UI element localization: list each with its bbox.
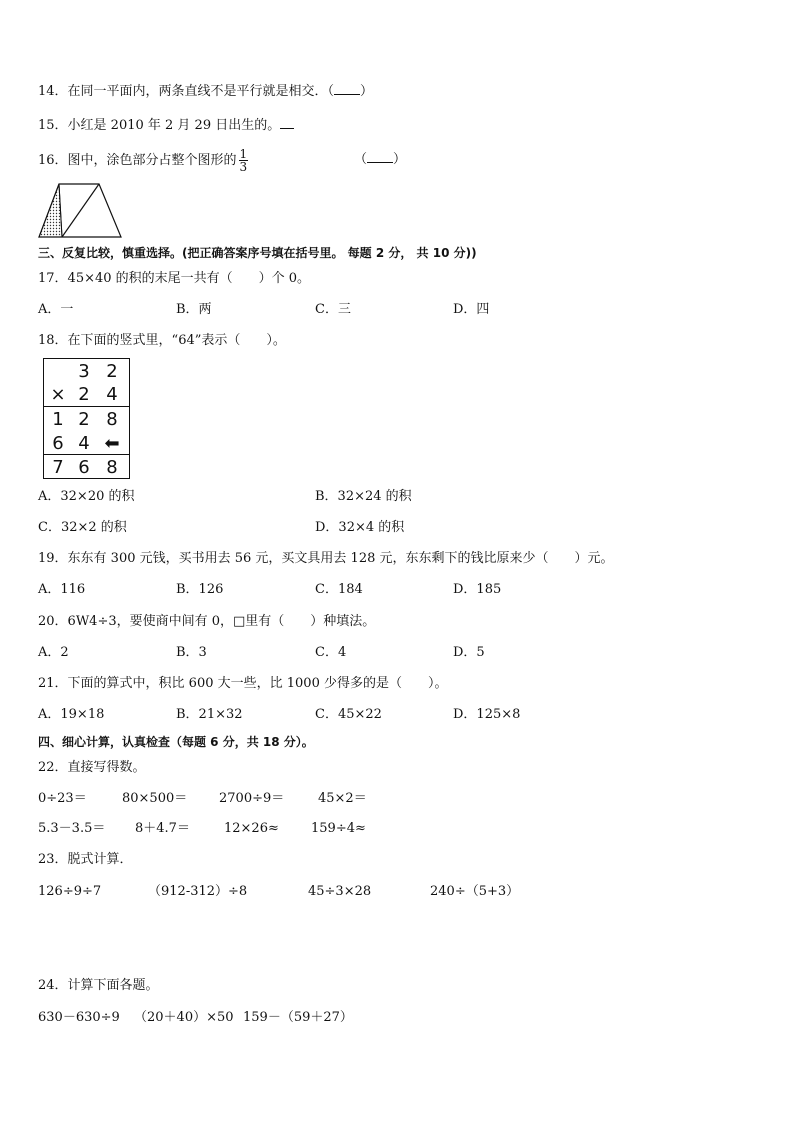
option-c[interactable]: C．184 xyxy=(315,582,363,597)
question-14: 14．在同一平面内，两条直线不是平行就是相交．（ ） xyxy=(38,84,374,99)
option-c[interactable]: C．三 xyxy=(315,302,351,317)
option-d[interactable]: D．185 xyxy=(453,582,502,597)
oral-calc-item: 159÷4≈ xyxy=(311,821,366,836)
oral-calc-item: 80×500＝ xyxy=(122,791,188,806)
answer-blank[interactable] xyxy=(367,150,393,163)
parallelogram-figure xyxy=(37,182,123,238)
oral-calc-item: 45×2＝ xyxy=(318,791,367,806)
option-a[interactable]: A．116 xyxy=(38,582,86,597)
oral-calc-item: 12×26≈ xyxy=(224,821,279,836)
option-c[interactable]: C．32×2 的积 xyxy=(38,520,127,535)
arrow-left-icon: ⬅ xyxy=(104,433,120,454)
answer-blank[interactable] xyxy=(280,116,294,129)
question-17-text: 17．45×40 的积的末尾一共有（ ）个 0。 xyxy=(38,271,311,286)
option-b[interactable]: B．3 xyxy=(176,645,207,660)
option-b[interactable]: B．126 xyxy=(176,582,224,597)
question-16-text: 16．图中，涂色部分占整个图形的 xyxy=(38,153,237,168)
option-b[interactable]: B．21×32 xyxy=(176,707,243,722)
oral-calc-item: 5.3－3.5＝ xyxy=(38,821,106,836)
stepwise-calc-item: （912-312）÷8 xyxy=(148,884,248,899)
calc-item: （20＋40）×50 xyxy=(134,1010,234,1025)
vertical-row-5: 7 6 8 xyxy=(52,457,118,478)
vertical-row-4: 6 4 ⬅ xyxy=(44,431,129,454)
option-b[interactable]: B．两 xyxy=(176,302,212,317)
option-a[interactable]: A．19×18 xyxy=(38,707,105,722)
question-16-answer: （ ） xyxy=(354,152,407,167)
option-a[interactable]: A．一 xyxy=(38,302,74,317)
stepwise-calc-item: 126÷9÷7 xyxy=(38,884,102,899)
vertical-row-3: 1 2 8 xyxy=(52,409,118,430)
oral-calc-item: 2700÷9＝ xyxy=(219,791,285,806)
option-d[interactable]: D．四 xyxy=(453,302,490,317)
question-20-text: 20．6W4÷3，要使商中间有 0，□里有（ ）种填法。 xyxy=(38,614,376,629)
answer-blank[interactable] xyxy=(334,82,360,95)
question-24-text: 24．计算下面各题。 xyxy=(38,978,159,993)
stepwise-calc-item: 45÷3×28 xyxy=(308,884,372,899)
calc-item: 159－（59＋27） xyxy=(243,1010,353,1025)
fraction-one-third: $\frac{1}{3}$ xyxy=(239,147,248,174)
option-d[interactable]: D．125×8 xyxy=(453,707,521,722)
question-22-text: 22．直接写得数。 xyxy=(38,760,146,775)
question-19-text: 19．东东有 300 元钱，买书用去 56 元，买文具用去 128 元，东东剩下的钱比原来少（ ）元。 xyxy=(38,551,614,566)
option-a[interactable]: A．2 xyxy=(38,645,69,660)
option-a[interactable]: A．32×20 的积 xyxy=(38,489,135,504)
option-d[interactable]: D．5 xyxy=(453,645,485,660)
option-c[interactable]: C．4 xyxy=(315,645,347,660)
stepwise-calc-item: 240÷（5+3） xyxy=(430,884,520,899)
oral-calc-item: 8＋4.7＝ xyxy=(135,821,190,836)
option-d[interactable]: D．32×4 的积 xyxy=(315,520,405,535)
section-4-title: 四、细心计算，认真检查（每题 6 分，共 18 分）。 xyxy=(38,735,314,749)
section-3-title: 三、反复比较，慎重选择。(把正确答案序号填在括号里。 每题 2 分， 共 10 分)) xyxy=(38,246,477,260)
option-c[interactable]: C．45×22 xyxy=(315,707,382,722)
question-14-text: 14．在同一平面内，两条直线不是平行就是相交．（ xyxy=(38,84,335,99)
question-15-text: 15．小红是 2010 年 2 月 29 日出生的。 xyxy=(38,118,281,133)
calc-item: 630－630÷9 xyxy=(38,1010,120,1025)
question-18-text: 18．在下面的竖式里，“64”表示（ ）。 xyxy=(38,333,286,348)
oral-calc-item: 0÷23＝ xyxy=(38,791,87,806)
question-21-text: 21．下面的算式中，积比 600 大一些，比 1000 少得多的是（ ）。 xyxy=(38,676,448,691)
vertical-multiplication xyxy=(43,358,130,479)
vertical-row-2: × 2 4 xyxy=(50,384,118,405)
question-16 xyxy=(38,148,250,174)
question-15 xyxy=(38,116,294,135)
diagonal xyxy=(62,184,99,237)
option-b[interactable]: B．32×24 的积 xyxy=(315,489,412,504)
question-23-text: 23．脱式计算． xyxy=(38,852,133,867)
vertical-row-1: 3 2 xyxy=(78,361,118,382)
